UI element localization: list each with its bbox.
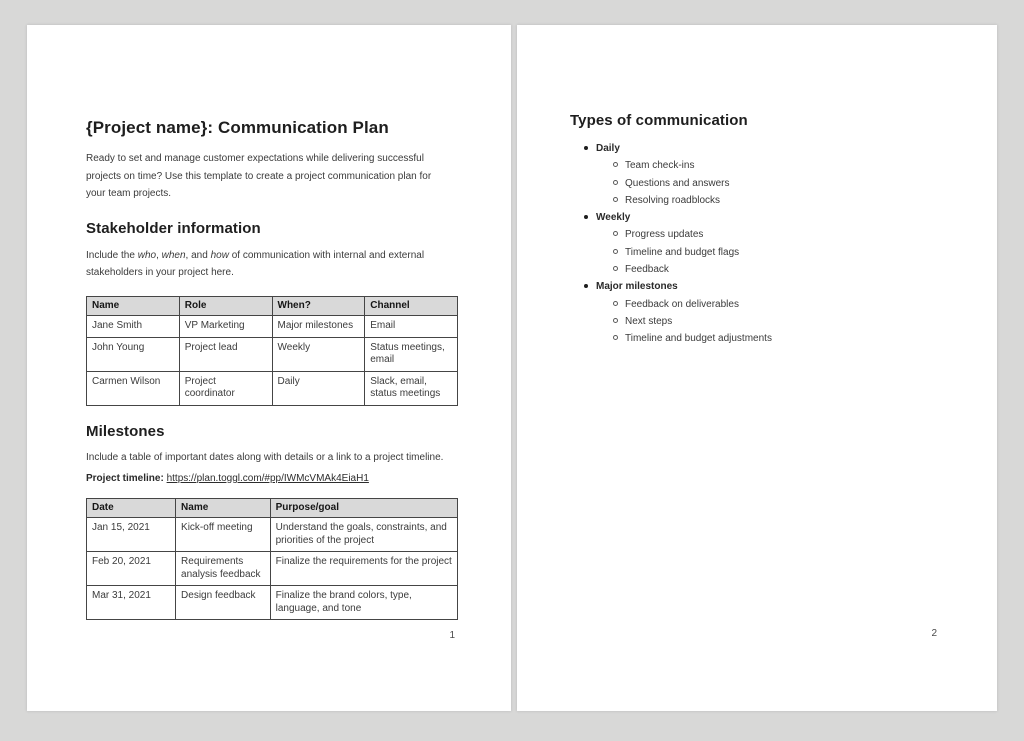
stakeholder-description <box>86 247 457 282</box>
list-item: Feedback <box>570 262 947 279</box>
table-cell: Weekly <box>272 337 365 371</box>
table-cell: Project lead <box>179 337 272 371</box>
list-item: Next steps <box>570 314 947 331</box>
text-line: stakeholders in your project here. <box>86 267 234 278</box>
list-item: Resolving roadblocks <box>570 193 947 210</box>
text-line: Include the who, when, and how of communication with internal and external <box>86 249 425 261</box>
column-header: Role <box>179 296 272 316</box>
bullet-circle-icon <box>613 231 618 236</box>
list-item: Feedback on deliverables <box>570 297 947 314</box>
text-line: your team projects. <box>86 188 172 199</box>
bullet-circle-icon <box>613 335 618 340</box>
list-item: Questions and answers <box>570 176 947 193</box>
table-cell: VP Marketing <box>179 316 272 338</box>
table-cell: Email <box>365 316 458 338</box>
list-item: Team check-ins <box>570 158 947 175</box>
milestones-description <box>86 449 457 467</box>
table-cell: Feb 20, 2021 <box>87 552 176 586</box>
list-item: Timeline and budget flags <box>570 245 947 262</box>
project-timeline-row <box>86 470 457 488</box>
table-cell: Kick-off meeting <box>176 518 271 552</box>
page-number: 1 <box>449 630 455 641</box>
bullet-circle-icon <box>613 266 618 271</box>
table-cell: Carmen Wilson <box>87 371 180 405</box>
table-row <box>87 586 458 620</box>
table-cell: Daily <box>272 371 365 405</box>
table-cell: Requirements analysis feedback <box>176 552 271 586</box>
bullet-disc-icon <box>584 215 588 219</box>
project-timeline-link[interactable]: https://plan.toggl.com/#pp/IWMcVMAk4EiaH1 <box>166 473 369 484</box>
text-line: Include a table of important dates along with details or a link to a project timeline. <box>86 451 444 463</box>
project-timeline-label: Project timeline: <box>86 473 164 484</box>
bullet-circle-icon <box>613 318 618 323</box>
table-cell: Design feedback <box>176 586 271 620</box>
table-cell: Project coordinator <box>179 371 272 405</box>
column-header: Name <box>176 498 271 518</box>
table-row <box>87 371 458 405</box>
bullet-circle-icon <box>613 180 618 185</box>
list-item: Daily <box>570 141 947 158</box>
column-header: When? <box>272 296 365 316</box>
table-header-row <box>87 498 458 518</box>
milestones-table <box>86 498 458 621</box>
page-1 <box>27 25 511 711</box>
table-cell: Slack, email, status meetings <box>365 371 458 405</box>
page-number: 2 <box>931 628 937 639</box>
table-cell: Finalize the brand colors, type, language, and tone <box>270 586 457 620</box>
table-header-row <box>87 296 458 316</box>
table-cell: Status meetings, email <box>365 337 458 371</box>
column-header: Date <box>87 498 176 518</box>
table-cell: Finalize the requirements for the project <box>270 552 457 586</box>
page-2-content <box>517 111 997 349</box>
table-cell: Jane Smith <box>87 316 180 338</box>
stakeholder-heading: Stakeholder information <box>86 219 261 237</box>
table-cell: Understand the goals, constraints, and priorities of the project <box>270 518 457 552</box>
list-item: Major milestones <box>570 279 947 296</box>
text-line: Ready to set and manage customer expectations while delivering successful <box>86 153 424 164</box>
page-1-content <box>27 117 511 620</box>
page-2 <box>517 25 997 711</box>
types-heading: Types of communication <box>570 112 748 129</box>
bullet-circle-icon <box>613 162 618 167</box>
table-row <box>87 316 458 338</box>
table-row <box>87 337 458 371</box>
bullet-circle-icon <box>613 301 618 306</box>
table-row <box>87 552 458 586</box>
text-line: projects on time? Use this template to create a project communication plan for <box>86 170 432 182</box>
table-cell: Major milestones <box>272 316 365 338</box>
communication-list <box>570 141 947 349</box>
bullet-disc-icon <box>584 284 588 288</box>
list-item: Progress updates <box>570 227 947 244</box>
bullet-circle-icon <box>613 197 618 202</box>
column-header: Channel <box>365 296 458 316</box>
list-item: Timeline and budget adjustments <box>570 331 947 348</box>
document-title: {Project name}: Communication Plan <box>86 118 389 137</box>
table-row <box>87 518 458 552</box>
table-cell: John Young <box>87 337 180 371</box>
column-header: Name <box>87 296 180 316</box>
table-cell: Mar 31, 2021 <box>87 586 176 620</box>
milestones-heading: Milestones <box>86 422 165 440</box>
bullet-circle-icon <box>613 249 618 254</box>
list-item: Weekly <box>570 210 947 227</box>
table-cell: Jan 15, 2021 <box>87 518 176 552</box>
bullet-disc-icon <box>584 146 588 150</box>
stakeholder-table <box>86 296 458 406</box>
column-header: Purpose/goal <box>270 498 457 518</box>
intro-paragraph <box>86 150 457 203</box>
